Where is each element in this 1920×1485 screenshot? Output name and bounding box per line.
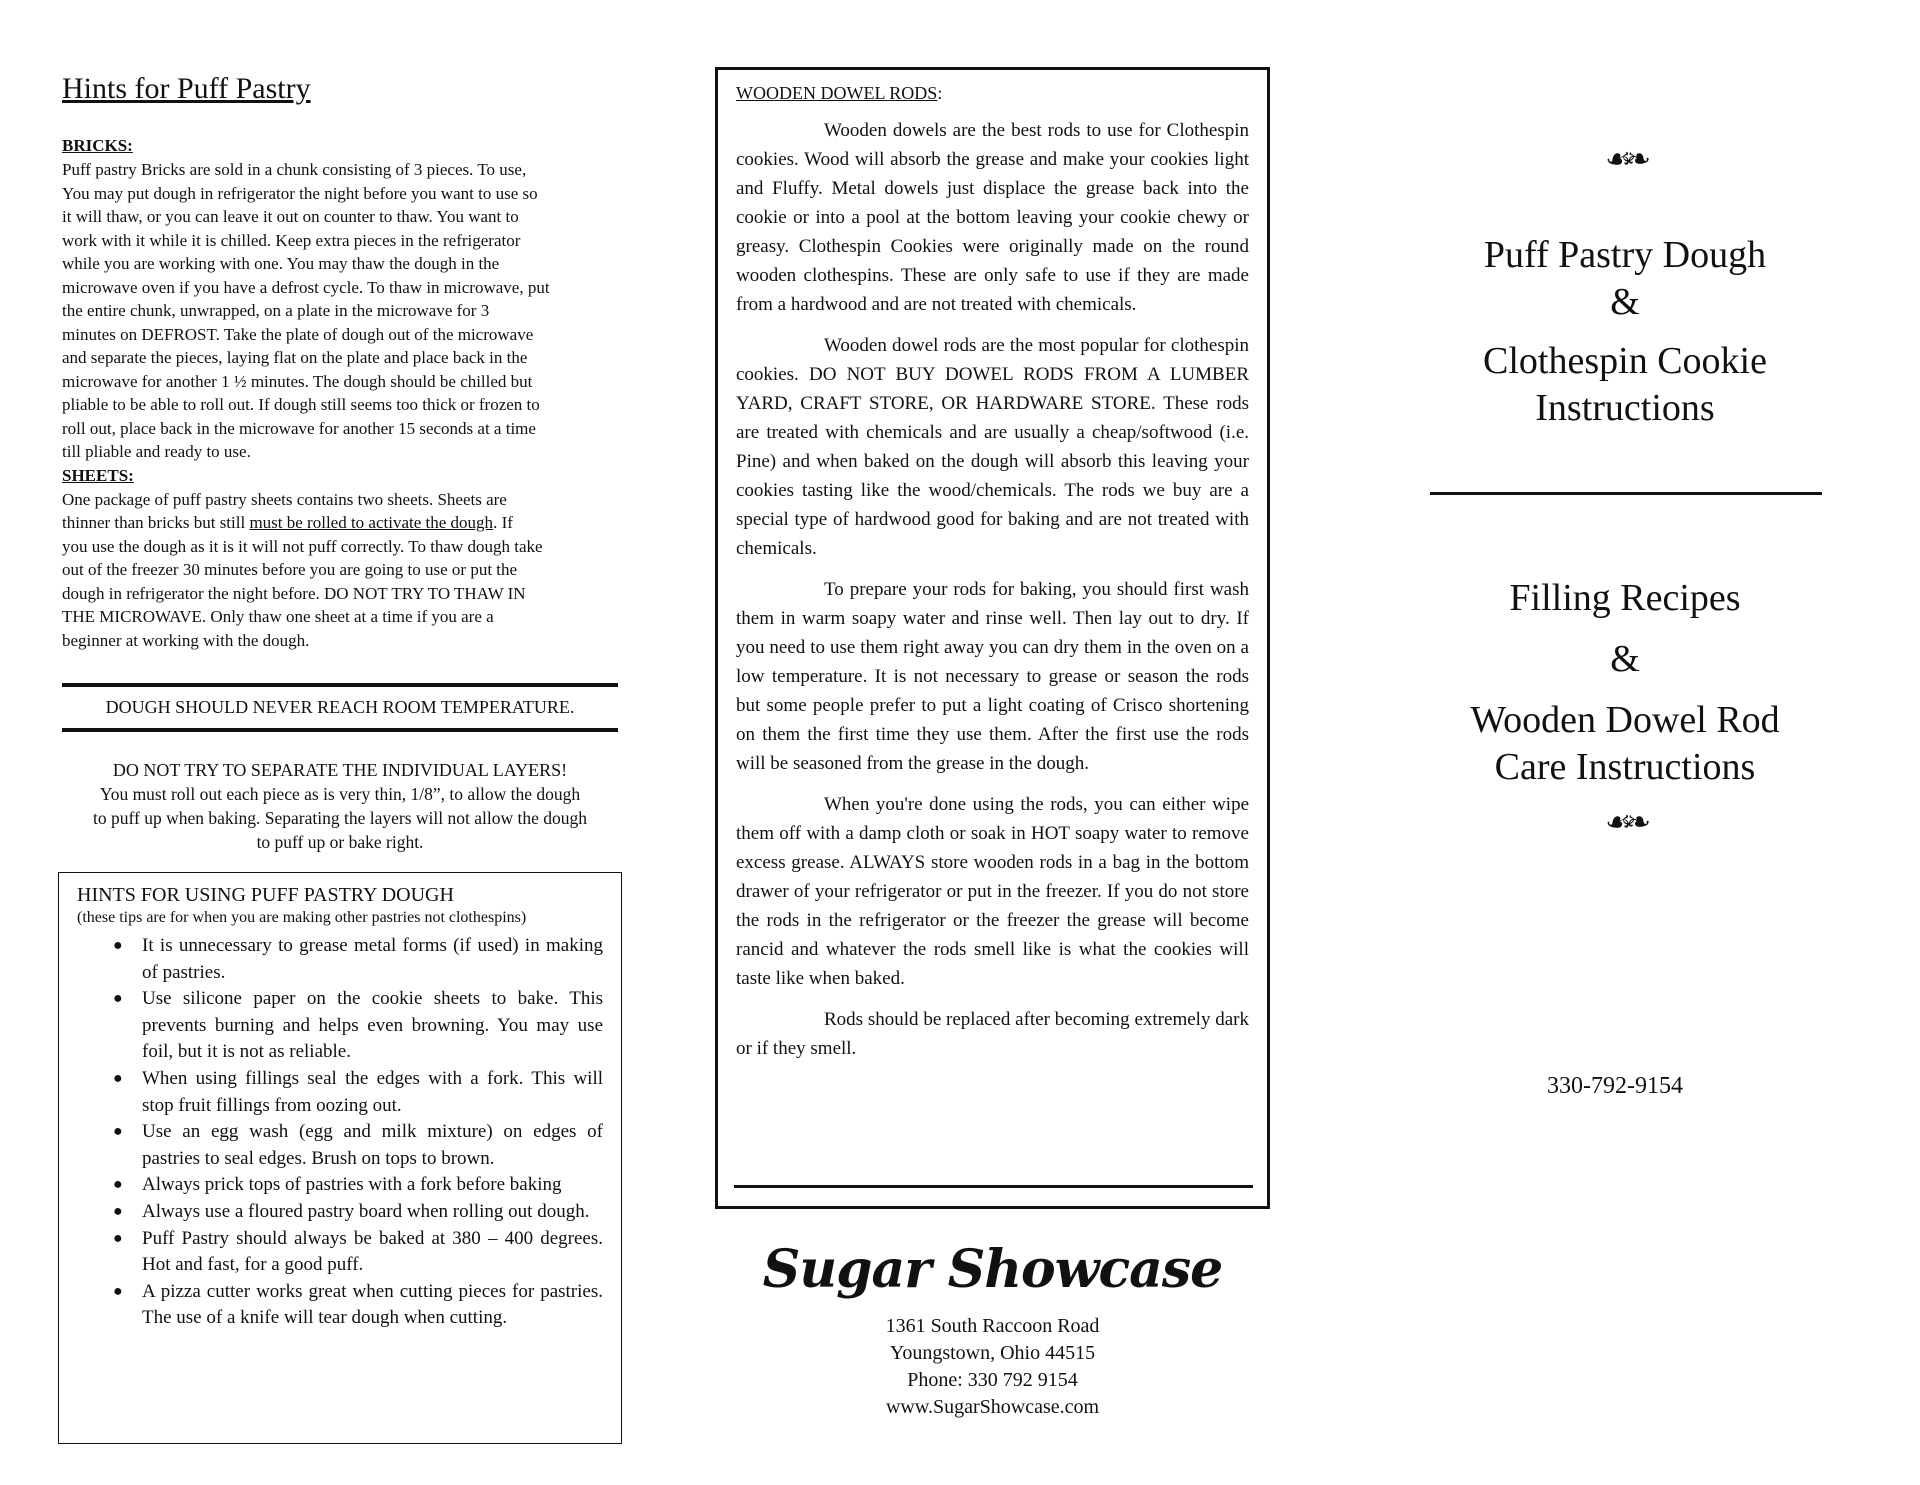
bricks-line: pliable to be able to roll out. If dough still seems too thick or frozen to [62, 395, 540, 414]
cover-panel [1430, 140, 1820, 1101]
bricks-line: till pliable and ready to use. [62, 442, 251, 461]
dowel-heading [736, 80, 1249, 106]
list-item [77, 1172, 603, 1199]
dowel-paragraph: To prepare your rods for baking, you should first wash them in warm soapy water and rinse well. Then lay out to dry. If you need to use them right away you can dry them in the oven on a low temperature. It is not necessary to grease or season the rods but some people prefer to put a light coating of Crisco shortening on them the first time they use them. After the first use the rods will be seasoned from the grease in the dough. [736, 579, 1249, 774]
cover-title-line: Filling Recipes [1509, 577, 1741, 619]
cover-title-line: Care Instructions [1494, 746, 1756, 788]
dowel-heading-text: WOODEN DOWEL RODS [736, 83, 938, 103]
brand-block [715, 1235, 1270, 1421]
bricks-line: roll out, place back in the microwave for another 15 seconds at a time [62, 418, 536, 438]
sheets-line-pre: thinner than bricks but still [62, 513, 250, 532]
dowel-paragraph: Wooden dowel rods are the most popular for clothespin cookies. DO NOT BUY DOWEL RODS FROM A LUMBER YARD, CRAFT STORE, OR HARDWARE STORE. These rods are treated with chemicals and are usually a cheap/softwood (i.e. Pine) and when baked on the dough will absorb this leaving your cookies tasting like the wood/chemicals. The rods we buy are a special type of hardwood good for baking and are not treated with chemicals. [736, 335, 1249, 559]
list-item [77, 1226, 603, 1279]
cover-title-line: Wooden Dowel Rod [1470, 699, 1780, 741]
cover-phone: 330-792-9154 [1547, 1073, 1683, 1099]
bricks-line: minutes on DEFROST. Take the plate of dough out of the microwave [62, 324, 534, 344]
list-item [77, 1199, 603, 1226]
sheets-line: One package of puff pastry sheets contains two sheets. Sheets are [62, 489, 507, 509]
list-item-text: Use an egg wash (egg and milk mixture) on edges of pastries to seal edges. Brush on tops to brown. [142, 1121, 603, 1169]
separate-layers-heading: DO NOT TRY TO SEPARATE THE INDIVIDUAL LAYERS! [112, 760, 568, 780]
spacer [1430, 326, 1820, 338]
brand-website: www.SugarShowcase.com [885, 1396, 1100, 1418]
hints-title: Hints for Puff Pastry [62, 72, 311, 105]
sheets-emphasis: must be rolled to activate the dough [249, 513, 494, 532]
list-item [77, 1119, 603, 1172]
bricks-line: microwave oven if you have a defrost cycle. To thaw in microwave, put [62, 277, 550, 297]
bricks-line: microwave for another 1 ½ minutes. The dough should be chilled but [62, 371, 533, 391]
bricks-line: the entire chunk, unwrapped, on a plate in the microwave for 3 [62, 301, 490, 320]
bullet-icon: ● [113, 1123, 123, 1141]
address-line: Youngstown, Ohio 44515 [889, 1342, 1096, 1364]
sheets-line: dough in refrigerator the night before. DO NOT TRY TO THAW IN [62, 583, 526, 603]
dowel-bottom-divider [734, 1185, 1253, 1188]
cover-title-line: Puff Pastry Dough [1483, 234, 1767, 276]
separate-layers-warning [62, 758, 618, 854]
room-temperature-warning: DOUGH SHOULD NEVER REACH ROOM TEMPERATURE. [62, 683, 618, 732]
puff-pastry-hints-column [62, 72, 622, 652]
dowel-heading-colon: : [937, 83, 943, 103]
sheets-line: THE MICROWAVE. Only thaw one sheet at a time if you are a [62, 607, 494, 626]
separate-line: to puff up when baking. Separating the layers will not allow the dough [93, 808, 587, 828]
bricks-line: it will thaw, or you can leave it out on counter to thaw. You want to [62, 207, 519, 226]
separate-line: to puff up or bake right. [256, 832, 424, 852]
pastry-hints-box [58, 872, 622, 1444]
spacer [1430, 495, 1820, 575]
bricks-line: while you are working with one. You may thaw the dough in the [62, 254, 500, 273]
spacer [1430, 180, 1820, 232]
bricks-line: work with it while it is chilled. Keep extra pieces in the refrigerator [62, 230, 521, 250]
list-item [77, 1279, 603, 1332]
bricks-text [62, 158, 622, 464]
bullet-icon: ● [113, 990, 123, 1008]
spacer [1430, 791, 1820, 803]
bricks-line: Puff pastry Bricks are sold in a chunk consisting of 3 pieces. To use, [62, 160, 527, 179]
flourish-ornament-icon: ☙❧ [1604, 806, 1646, 839]
cover-title-line: Instructions [1535, 387, 1715, 429]
list-item-text: Puff Pastry should always be baked at 380 – 400 degrees. Hot and fast, for a good puff. [142, 1227, 603, 1276]
list-item-text: A pizza cutter works great when cutting pieces for pastries. The use of a knife will tear dough when cutting. [142, 1280, 603, 1329]
spacer [1430, 622, 1820, 636]
bullet-icon: ● [113, 937, 123, 954]
list-item-text: Always use a floured pastry board when rolling out dough. [142, 1200, 590, 1222]
sheets-line [62, 511, 622, 535]
list-item-text: Use silicone paper on the cookie sheets to bake. This prevents burning and helps even browning. You may use foil, but it is not as reliable. [142, 988, 603, 1063]
spacer [1430, 432, 1820, 492]
brand-address [715, 1313, 1270, 1421]
bullet-icon: ● [113, 1229, 123, 1247]
sheets-text [62, 488, 622, 653]
sheets-line: beginner at working with the dough. [62, 630, 310, 650]
sheets-line-post: . If [493, 513, 513, 532]
hints-box-subtitle: (these tips are for when you are making other pastries not clothespins) [77, 909, 527, 926]
spacer [1430, 843, 1820, 1071]
hints-list [77, 933, 603, 1332]
brand-phone: Phone: 330 792 9154 [907, 1369, 1078, 1391]
sheets-line: out of the freezer 30 minutes before you are going to use or put the [62, 560, 518, 579]
dowel-paragraph: Rods should be replaced after becoming extremely dark or if they smell. [736, 1009, 1249, 1059]
address-line: 1361 South Raccoon Road [885, 1315, 1100, 1337]
hints-box-title: HINTS FOR USING PUFF PASTRY DOUGH [77, 884, 454, 906]
bricks-line: You may put dough in refrigerator the night before you want to use so [62, 183, 538, 203]
brand-logo: Sugar Showcase [762, 1239, 1223, 1300]
cover-ampersand: & [1610, 638, 1640, 680]
separate-line: You must roll out each piece as is very thin, 1/8”, to allow the dough [99, 784, 581, 804]
bricks-line: and separate the pieces, laying flat on the plate and place back in the [62, 348, 528, 367]
list-item [77, 933, 603, 986]
flourish-ornament-icon: ☙❧ [1604, 143, 1646, 176]
bullet-icon: ● [113, 1069, 123, 1087]
list-item-text: Always prick tops of pastries with a fork before baking [142, 1174, 562, 1196]
cover-ampersand: & [1610, 281, 1640, 323]
bricks-heading: BRICKS: [62, 136, 133, 155]
sheets-line: you use the dough as it is it will not puff correctly. To thaw dough take [62, 536, 543, 556]
bullet-icon: ● [113, 1176, 123, 1194]
spacer [1430, 683, 1820, 697]
cover-title-line: Clothespin Cookie [1483, 340, 1767, 382]
sheets-heading: SHEETS: [62, 465, 134, 485]
list-item-text: It is unnecessary to grease metal forms (if used) in making of pastries. [142, 935, 603, 983]
bullet-icon: ● [113, 1282, 123, 1300]
wooden-dowel-rods-box [715, 67, 1270, 1209]
list-item [77, 986, 603, 1066]
list-item [77, 1066, 603, 1119]
bullet-icon: ● [113, 1202, 123, 1220]
dowel-paragraph: Wooden dowels are the best rods to use for Clothespin cookies. Wood will absorb the grease and make your cookies light and Fluffy. Metal dowels just displace the grease back into the cookie or into a pool at the bottom leaving your cookie chewy or greasy. Clothespin Cookies were originally made on the round wooden clothespins. These are only safe to use if they are made from a hardwood and are not treated with chemicals. [736, 120, 1249, 315]
dowel-paragraph: When you're done using the rods, you can either wipe them off with a damp cloth or soak in HOT soapy water to remove excess grease. ALWAYS store wooden rods in a bag in the bottom drawer of your refrigerator or put in the freezer. If you do not store the rods in the refrigerator or the freezer the grease will become rancid and whatever the rods smell like is what the cookies will taste like when baked. [736, 794, 1249, 989]
list-item-text: When using fillings seal the edges with a fork. This will stop fruit fillings from oozing out. [142, 1067, 603, 1116]
